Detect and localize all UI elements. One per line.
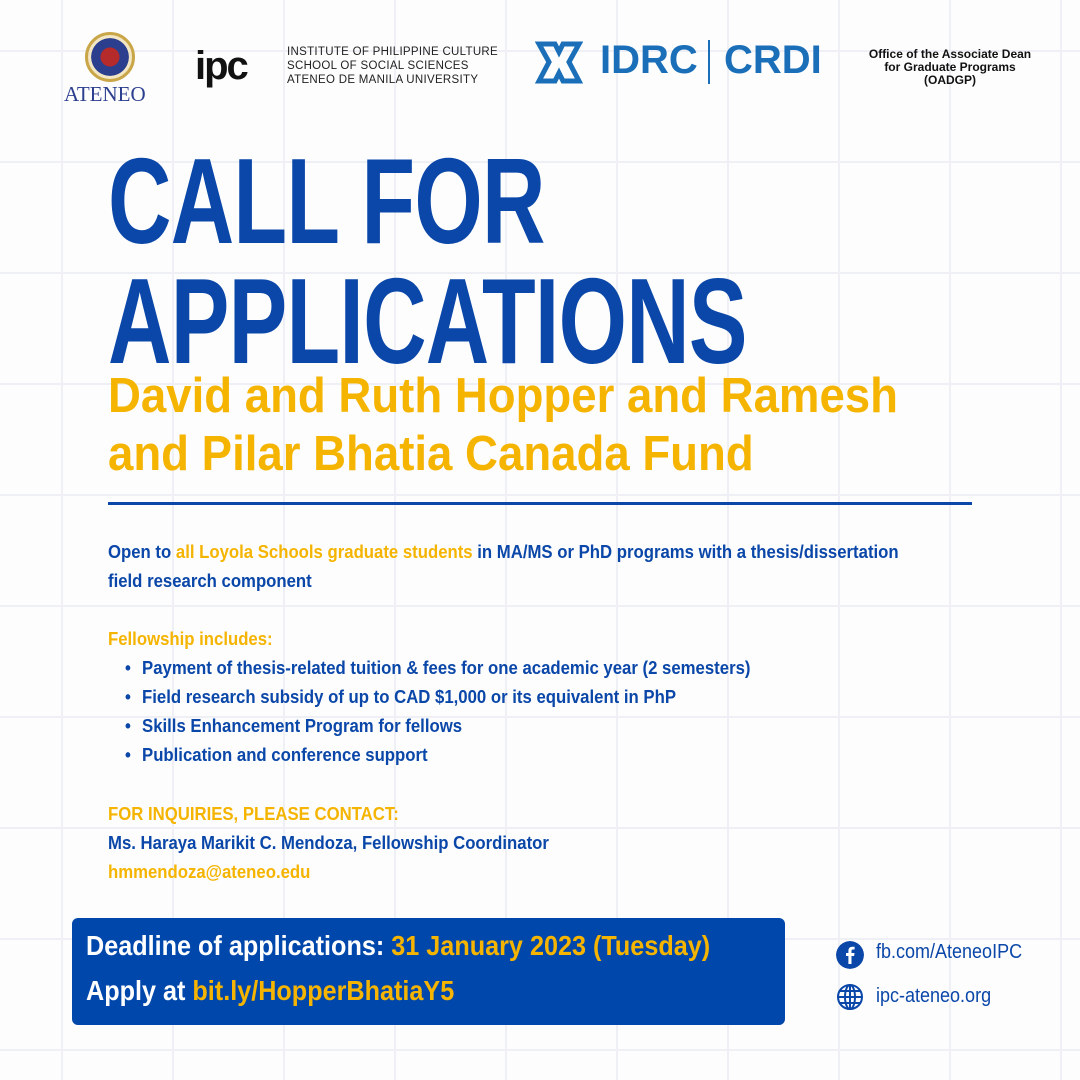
idrc-logo: IDRC bbox=[600, 38, 698, 82]
deadline-date: 31 January 2023 (Tuesday) bbox=[391, 930, 711, 961]
contact-name: Ms. Haraya Marikit C. Mendoza, Fellowship Coordinator bbox=[108, 833, 549, 853]
ateneo-logo-text: ATENEO bbox=[64, 82, 146, 106]
ipc-line: INSTITUTE OF PHILIPPINE CULTURE bbox=[287, 46, 498, 58]
title-line-1: CALL FOR bbox=[108, 133, 545, 269]
crdi-logo: CRDI bbox=[724, 38, 822, 82]
apply-text bbox=[86, 975, 454, 1007]
subtitle-line-2: and Pilar Bhatia Canada Fund bbox=[108, 427, 754, 481]
globe-icon bbox=[836, 983, 864, 1011]
divider bbox=[108, 502, 972, 505]
oadgp-logo-text bbox=[850, 48, 1050, 87]
eligibility-suffix: in MA/MS or PhD programs with a thesis/dissertation bbox=[472, 542, 899, 562]
eligibility-line-2: field research component bbox=[108, 571, 312, 591]
eligibility-prefix: Open to bbox=[108, 542, 176, 562]
idrc-snowflake-icon bbox=[535, 40, 583, 85]
deadline-text bbox=[86, 930, 710, 962]
facebook-link[interactable]: fb.com/AteneoIPC bbox=[876, 941, 1023, 963]
fellowship-heading: Fellowship includes: bbox=[108, 629, 273, 649]
ipc-line: ATENEO DE MANILA UNIVERSITY bbox=[287, 74, 479, 86]
oadgp-line: for Graduate Programs bbox=[884, 60, 1016, 74]
ipc-line: SCHOOL OF SOCIAL SCIENCES bbox=[287, 60, 469, 72]
subtitle-line-1: David and Ruth Hopper and Ramesh bbox=[108, 369, 898, 423]
oadgp-line: (OADGP) bbox=[924, 73, 976, 87]
eligibility-text bbox=[108, 542, 899, 563]
ateneo-seal-logo bbox=[85, 32, 135, 82]
fellowship-item: • Field research subsidy of up to CAD $1,000 or its equivalent in PhP bbox=[125, 687, 676, 708]
apply-label: Apply at bbox=[86, 975, 193, 1006]
facebook-icon bbox=[836, 941, 864, 969]
title-line-2: APPLICATIONS bbox=[108, 253, 747, 389]
fellowship-item: • Payment of thesis-related tuition & fees for one academic year (2 semesters) bbox=[125, 658, 750, 679]
eligibility-highlight: all Loyola Schools graduate students bbox=[175, 542, 473, 562]
deadline-label: Deadline of applications: bbox=[86, 930, 392, 961]
apply-link[interactable]: bit.ly/HopperBhatiaY5 bbox=[192, 975, 455, 1006]
contact-email-link[interactable]: hmmendoza@ateneo.edu bbox=[108, 862, 311, 882]
oadgp-line: Office of the Associate Dean bbox=[868, 47, 1032, 61]
ipc-logo: ipc bbox=[195, 44, 247, 88]
fellowship-item: • Publication and conference support bbox=[125, 745, 428, 766]
ipc-logo-text bbox=[287, 45, 498, 87]
fellowship-item: • Skills Enhancement Program for fellows bbox=[125, 716, 462, 737]
contact-heading: FOR INQUIRIES, PLEASE CONTACT: bbox=[108, 804, 399, 824]
website-link[interactable]: ipc-ateneo.org bbox=[876, 985, 992, 1007]
logo-divider bbox=[708, 40, 710, 84]
